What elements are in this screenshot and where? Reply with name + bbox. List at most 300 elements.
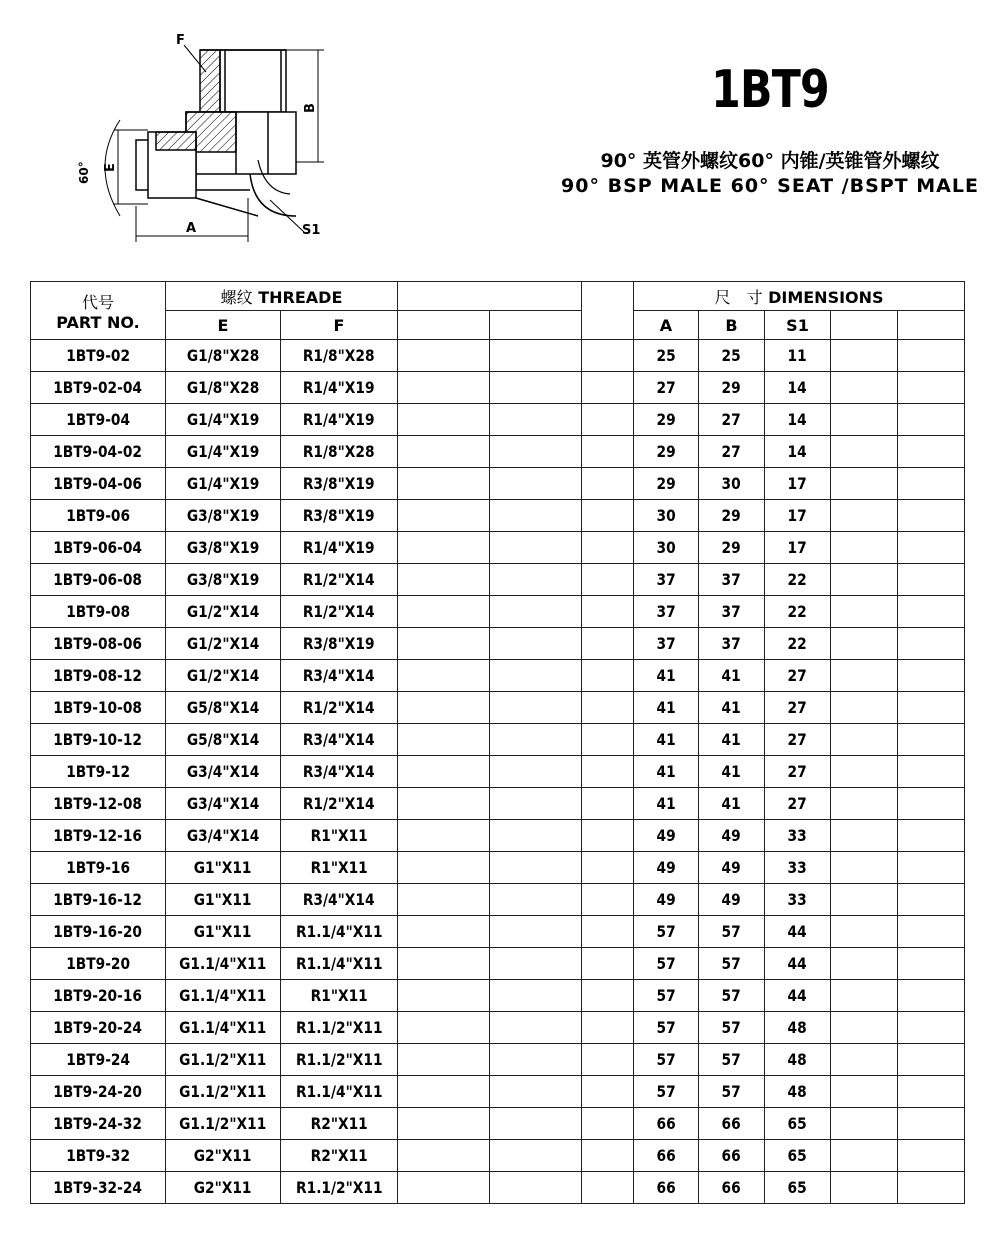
thread-e-cell-text: G5/8"X14 [186, 698, 260, 717]
thread-f-cell [281, 948, 398, 980]
dim-s1-cell-text: 17 [787, 506, 808, 525]
subtitle-chinese: 90° 英管外螺纹60° 内锥/英锥管外螺纹 [600, 150, 940, 172]
thread-f-cell [281, 788, 398, 820]
dim-s1-cell-text: 44 [787, 986, 808, 1005]
thread-f-cell [281, 852, 398, 884]
dim-a-cell-text: 27 [656, 378, 676, 397]
dim-a-cell-text: 41 [656, 794, 676, 813]
empty-cell [898, 1108, 965, 1140]
dim-s1-cell-text: 33 [787, 826, 808, 845]
dim-b-cell [699, 468, 765, 500]
empty-cell [490, 692, 582, 724]
table-row [31, 1044, 965, 1076]
spacer-header [582, 282, 634, 340]
part-no-cell-text: 1BT9-32 [66, 1146, 130, 1165]
table-row [31, 372, 965, 404]
thread-f-cell [281, 724, 398, 756]
dim-a-cell [634, 692, 699, 724]
dim-a-cell-text: 25 [656, 346, 676, 365]
empty-cell [898, 884, 965, 916]
empty-cell [490, 596, 582, 628]
part-no-cell [31, 628, 166, 660]
thread-e-cell [166, 404, 281, 436]
dim-a-cell [634, 884, 699, 916]
dim-s1-cell-text: 11 [787, 346, 808, 365]
thread-e-cell-text: G3/8"X19 [186, 538, 260, 557]
thread-f-cell-text: R1/4"X19 [303, 410, 375, 429]
dim-b-cell-text: 49 [721, 858, 742, 877]
dim-b-cell-text: 57 [721, 1050, 742, 1069]
thread-f-cell [281, 756, 398, 788]
empty-cell [490, 372, 582, 404]
dim-a-cell-text: 29 [656, 442, 676, 461]
thread-e-cell [166, 372, 281, 404]
thread-e-cell-text: G5/8"X14 [186, 730, 260, 749]
empty-cell [398, 724, 490, 756]
thread-f-cell [281, 660, 398, 692]
dim-a-cell-text: 57 [656, 1018, 676, 1037]
thread-f-cell [281, 1076, 398, 1108]
empty-cell [898, 404, 965, 436]
empty-cell [398, 468, 490, 500]
empty-cell [831, 1108, 898, 1140]
spacer-cell [582, 788, 634, 820]
spacer-cell [582, 916, 634, 948]
thread-cn: 螺纹 [220, 287, 253, 307]
dim-a-cell [634, 1076, 699, 1108]
empty-cell [898, 948, 965, 980]
label-e: E [103, 163, 118, 172]
dim-s1-cell [765, 564, 831, 596]
dim-b-cell-text: 57 [721, 954, 742, 973]
dim-a-cell-text: 30 [656, 506, 676, 525]
vertical-thread-section [200, 50, 286, 112]
thread-e-cell [166, 756, 281, 788]
dim-a-cell [634, 372, 699, 404]
spacer-cell [582, 1172, 634, 1204]
spacer-cell [582, 852, 634, 884]
thread-f-cell [281, 340, 398, 372]
dim-s1-cell-text: 17 [787, 538, 808, 557]
part-no-cell-text: 1BT9-10-12 [53, 730, 143, 749]
label-f: F [176, 33, 185, 48]
empty-cell [398, 1140, 490, 1172]
col-e-header: E [166, 311, 281, 340]
thread-f-cell-text: R2"X11 [310, 1114, 368, 1133]
col-f-header: F [281, 311, 398, 340]
empty-header-a [398, 282, 582, 311]
empty-cell [490, 1108, 582, 1140]
spacer-cell [582, 436, 634, 468]
dim-a-cell [634, 436, 699, 468]
part-no-cell-text: 1BT9-08-06 [53, 634, 143, 653]
dim-s1-cell [765, 692, 831, 724]
dim-a-cell [634, 564, 699, 596]
part-no-cell-text: 1BT9-24 [66, 1050, 130, 1069]
empty-cell [490, 532, 582, 564]
dim-a-cell-text: 41 [656, 730, 676, 749]
empty-cell [898, 756, 965, 788]
empty-cell [831, 628, 898, 660]
thread-e-cell-text: G1/8"X28 [186, 346, 260, 365]
empty-cell [831, 500, 898, 532]
empty-cell [831, 852, 898, 884]
table-row [31, 660, 965, 692]
part-no-cell-text: 1BT9-24-20 [53, 1082, 143, 1101]
spacer-cell [582, 756, 634, 788]
dim-s1-cell-text: 22 [787, 634, 808, 653]
page-title: 1BT9 [711, 60, 829, 120]
thread-e-cell [166, 916, 281, 948]
fitting-drawing [60, 20, 360, 250]
thread-e-cell [166, 852, 281, 884]
part-no-cell [31, 404, 166, 436]
part-no-cell-text: 1BT9-02 [66, 346, 130, 365]
empty-cell [898, 340, 965, 372]
part-no-cell [31, 372, 166, 404]
dim-s1-cell [765, 948, 831, 980]
thread-e-cell-text: G2"X11 [194, 1178, 252, 1197]
empty-cell [898, 692, 965, 724]
empty-cell [898, 1140, 965, 1172]
table-row [31, 404, 965, 436]
empty-cell [490, 660, 582, 692]
part-no-cell-text: 1BT9-06 [66, 506, 130, 525]
dim-b-cell [699, 628, 765, 660]
spacer-cell [582, 1044, 634, 1076]
thread-e-cell [166, 884, 281, 916]
empty-cell [490, 1140, 582, 1172]
dim-b-cell-text: 57 [721, 1082, 742, 1101]
thread-f-cell [281, 916, 398, 948]
spacer-cell [582, 404, 634, 436]
part-no-cell-text: 1BT9-16-12 [53, 890, 143, 909]
spacer-cell [582, 596, 634, 628]
empty-cell [398, 916, 490, 948]
dim-a-cell [634, 628, 699, 660]
thread-f-cell [281, 1012, 398, 1044]
dim-b-cell [699, 1108, 765, 1140]
empty-col-header [490, 311, 582, 340]
dim-a-cell [634, 596, 699, 628]
empty-cell [898, 564, 965, 596]
dim-a-cell-text: 57 [656, 986, 676, 1005]
dim-b-cell [699, 916, 765, 948]
spacer-cell [582, 532, 634, 564]
spacer-cell [582, 340, 634, 372]
thread-e-cell-text: G1/2"X14 [186, 666, 260, 685]
dim-a-cell-text: 57 [656, 922, 676, 941]
empty-cell [490, 404, 582, 436]
dim-b-cell [699, 820, 765, 852]
dim-b-cell [699, 436, 765, 468]
part-no-cell-text: 1BT9-08-12 [53, 666, 143, 685]
empty-cell [831, 340, 898, 372]
dim-s1-cell [765, 468, 831, 500]
thread-f-cell [281, 404, 398, 436]
thread-e-cell-text: G3/4"X14 [186, 762, 260, 781]
dim-a-cell-text: 49 [656, 858, 676, 877]
thread-f-cell-text: R1/2"X14 [303, 698, 375, 717]
empty-cell [898, 788, 965, 820]
dim-b-cell [699, 340, 765, 372]
dim-b-cell-text: 27 [721, 410, 742, 429]
thread-e-cell-text: G3/4"X14 [186, 794, 260, 813]
empty-cell [898, 532, 965, 564]
dim-s1-cell-text: 48 [787, 1082, 808, 1101]
dim-s1-cell [765, 596, 831, 628]
dim-b-cell-text: 41 [721, 698, 742, 717]
empty-cell [831, 788, 898, 820]
part-no-header [31, 282, 166, 340]
empty-cell [898, 724, 965, 756]
empty-cell [398, 1044, 490, 1076]
thread-f-cell-text: R1/2"X14 [303, 794, 375, 813]
empty-cell [490, 820, 582, 852]
thread-f-cell-text: R1.1/2"X11 [295, 1050, 383, 1069]
empty-cell [490, 980, 582, 1012]
dim-b-cell-text: 27 [721, 442, 742, 461]
dim-s1-cell-text: 65 [787, 1146, 808, 1165]
label-a: A [186, 221, 197, 236]
table-row [31, 500, 965, 532]
part-no-cell [31, 852, 166, 884]
empty-cell [831, 468, 898, 500]
dim-b-cell [699, 564, 765, 596]
empty-cell [490, 628, 582, 660]
empty-cell [398, 404, 490, 436]
dims-header [634, 282, 965, 311]
dim-b-cell-text: 37 [721, 634, 742, 653]
dim-a-cell-text: 41 [656, 762, 676, 781]
empty-cell [398, 692, 490, 724]
empty-cell [831, 916, 898, 948]
spacer-cell [582, 628, 634, 660]
thread-e-cell-text: G2"X11 [194, 1146, 252, 1165]
thread-e-cell [166, 596, 281, 628]
part-no-cell [31, 468, 166, 500]
part-no-cell [31, 948, 166, 980]
spacer-cell [582, 1140, 634, 1172]
thread-f-cell [281, 1172, 398, 1204]
col-b-header: B [699, 311, 765, 340]
table-row [31, 596, 965, 628]
part-no-cell [31, 500, 166, 532]
part-no-cell-text: 1BT9-12-08 [53, 794, 143, 813]
dim-s1-cell [765, 436, 831, 468]
part-no-cell-text: 1BT9-12-16 [53, 826, 143, 845]
table-row [31, 1172, 965, 1204]
empty-cell [898, 660, 965, 692]
dim-b-cell [699, 1044, 765, 1076]
dim-b-cell [699, 948, 765, 980]
part-no-cell [31, 1108, 166, 1140]
empty-cell [398, 884, 490, 916]
table-row [31, 1012, 965, 1044]
dim-a-cell [634, 660, 699, 692]
thread-f-cell [281, 692, 398, 724]
thread-e-cell-text: G1/2"X14 [186, 634, 260, 653]
thread-f-cell [281, 500, 398, 532]
part-no-cell [31, 1012, 166, 1044]
part-no-cell [31, 564, 166, 596]
dim-s1-cell [765, 916, 831, 948]
empty-cell [831, 1076, 898, 1108]
table-row [31, 628, 965, 660]
dim-s1-cell [765, 1076, 831, 1108]
dim-a-cell-text: 66 [656, 1146, 676, 1165]
thread-f-cell [281, 820, 398, 852]
table-row [31, 980, 965, 1012]
dim-a-cell-text: 57 [656, 1050, 676, 1069]
dim-b-cell-text: 49 [721, 826, 742, 845]
table-row [31, 820, 965, 852]
thread-e-cell-text: G1.1/2"X11 [179, 1082, 267, 1101]
thread-e-cell-text: G1/8"X28 [186, 378, 260, 397]
empty-col-header [398, 311, 490, 340]
dim-s1-cell [765, 1012, 831, 1044]
dim-b-cell-text: 41 [721, 730, 742, 749]
thread-e-cell-text: G1/4"X19 [186, 410, 260, 429]
thread-e-cell [166, 468, 281, 500]
empty-cell [898, 1044, 965, 1076]
thread-e-cell [166, 1108, 281, 1140]
empty-cell [898, 1076, 965, 1108]
dim-b-cell-text: 49 [721, 890, 742, 909]
dim-a-cell [634, 468, 699, 500]
dim-s1-cell-text: 14 [787, 410, 808, 429]
subtitle-english: 90° BSP MALE 60° SEAT /BSPT MALE [561, 175, 979, 197]
dim-a-cell [634, 1140, 699, 1172]
empty-cell [398, 564, 490, 596]
dim-a-cell [634, 404, 699, 436]
dim-a-cell [634, 1012, 699, 1044]
dim-a-cell [634, 1044, 699, 1076]
thread-f-cell-text: R3/4"X14 [303, 890, 375, 909]
thread-e-cell-text: G1/2"X14 [186, 602, 260, 621]
thread-f-cell [281, 372, 398, 404]
empty-cell [831, 564, 898, 596]
thread-en: THREADE [258, 287, 343, 307]
empty-cell [490, 724, 582, 756]
part-no-cn: 代号 [81, 292, 114, 312]
empty-cell [831, 404, 898, 436]
thread-f-cell-text: R1.1/2"X11 [295, 1018, 383, 1037]
thread-e-cell-text: G1/4"X19 [186, 474, 260, 493]
empty-cell [398, 372, 490, 404]
dim-s1-cell-text: 44 [787, 922, 808, 941]
dim-b-cell [699, 596, 765, 628]
dim-s1-cell-text: 27 [787, 698, 808, 717]
thread-e-cell [166, 1044, 281, 1076]
spacer-cell [582, 884, 634, 916]
table-row [31, 788, 965, 820]
dim-b-cell [699, 1076, 765, 1108]
part-no-cell [31, 980, 166, 1012]
empty-cell [898, 468, 965, 500]
part-no-en: PART NO. [56, 312, 140, 332]
thread-e-cell-text: G1.1/4"X11 [179, 954, 267, 973]
thread-f-cell-text: R1"X11 [310, 826, 368, 845]
part-no-cell [31, 692, 166, 724]
table-row [31, 692, 965, 724]
header-row-1 [31, 282, 965, 311]
dim-a-cell-text: 57 [656, 1082, 676, 1101]
empty-cell [831, 372, 898, 404]
dim-b-cell [699, 404, 765, 436]
dim-s1-cell-text: 27 [787, 794, 808, 813]
empty-cell [398, 340, 490, 372]
part-no-cell [31, 820, 166, 852]
empty-cell [398, 660, 490, 692]
thread-f-cell-text: R1"X11 [310, 986, 368, 1005]
empty-col-header [831, 311, 898, 340]
empty-cell [831, 724, 898, 756]
dim-b-cell [699, 692, 765, 724]
table-row [31, 532, 965, 564]
empty-col-header [898, 311, 965, 340]
spacer-cell [582, 692, 634, 724]
empty-cell [831, 1172, 898, 1204]
dim-b-cell-text: 66 [721, 1178, 742, 1197]
empty-cell [490, 564, 582, 596]
part-no-cell [31, 724, 166, 756]
thread-f-cell [281, 532, 398, 564]
dim-b-cell [699, 1012, 765, 1044]
dim-b-cell [699, 788, 765, 820]
table-row [31, 756, 965, 788]
thread-e-cell [166, 1172, 281, 1204]
thread-e-cell-text: G1"X11 [194, 890, 252, 909]
table-row [31, 564, 965, 596]
thread-f-cell-text: R3/8"X19 [303, 634, 375, 653]
spacer-cell [582, 980, 634, 1012]
dim-b-cell-text: 66 [721, 1114, 742, 1133]
empty-cell [490, 436, 582, 468]
dim-a-cell-text: 41 [656, 698, 676, 717]
empty-cell [831, 948, 898, 980]
thread-f-cell-text: R1.1/4"X11 [295, 922, 383, 941]
thread-e-cell [166, 788, 281, 820]
empty-cell [831, 884, 898, 916]
thread-e-cell-text: G3/8"X19 [186, 570, 260, 589]
dim-s1-cell [765, 1140, 831, 1172]
dim-s1-cell [765, 340, 831, 372]
part-no-cell-text: 1BT9-24-32 [53, 1114, 143, 1133]
thread-f-cell-text: R1/2"X14 [303, 570, 375, 589]
table-row [31, 852, 965, 884]
dim-s1-cell [765, 1044, 831, 1076]
table-row [31, 1108, 965, 1140]
empty-cell [898, 916, 965, 948]
empty-cell [398, 1172, 490, 1204]
dim-a-cell [634, 916, 699, 948]
empty-cell [398, 1108, 490, 1140]
spacer-cell [582, 1076, 634, 1108]
spec-table [30, 281, 965, 1204]
table-row [31, 1076, 965, 1108]
thread-e-cell [166, 948, 281, 980]
thread-e-cell [166, 1076, 281, 1108]
dim-s1-cell [765, 532, 831, 564]
dim-b-cell-text: 41 [721, 666, 742, 685]
thread-e-cell [166, 660, 281, 692]
thread-f-cell-text: R1/4"X19 [303, 538, 375, 557]
empty-cell [490, 1172, 582, 1204]
part-no-cell [31, 756, 166, 788]
spacer-cell [582, 948, 634, 980]
empty-cell [898, 1172, 965, 1204]
